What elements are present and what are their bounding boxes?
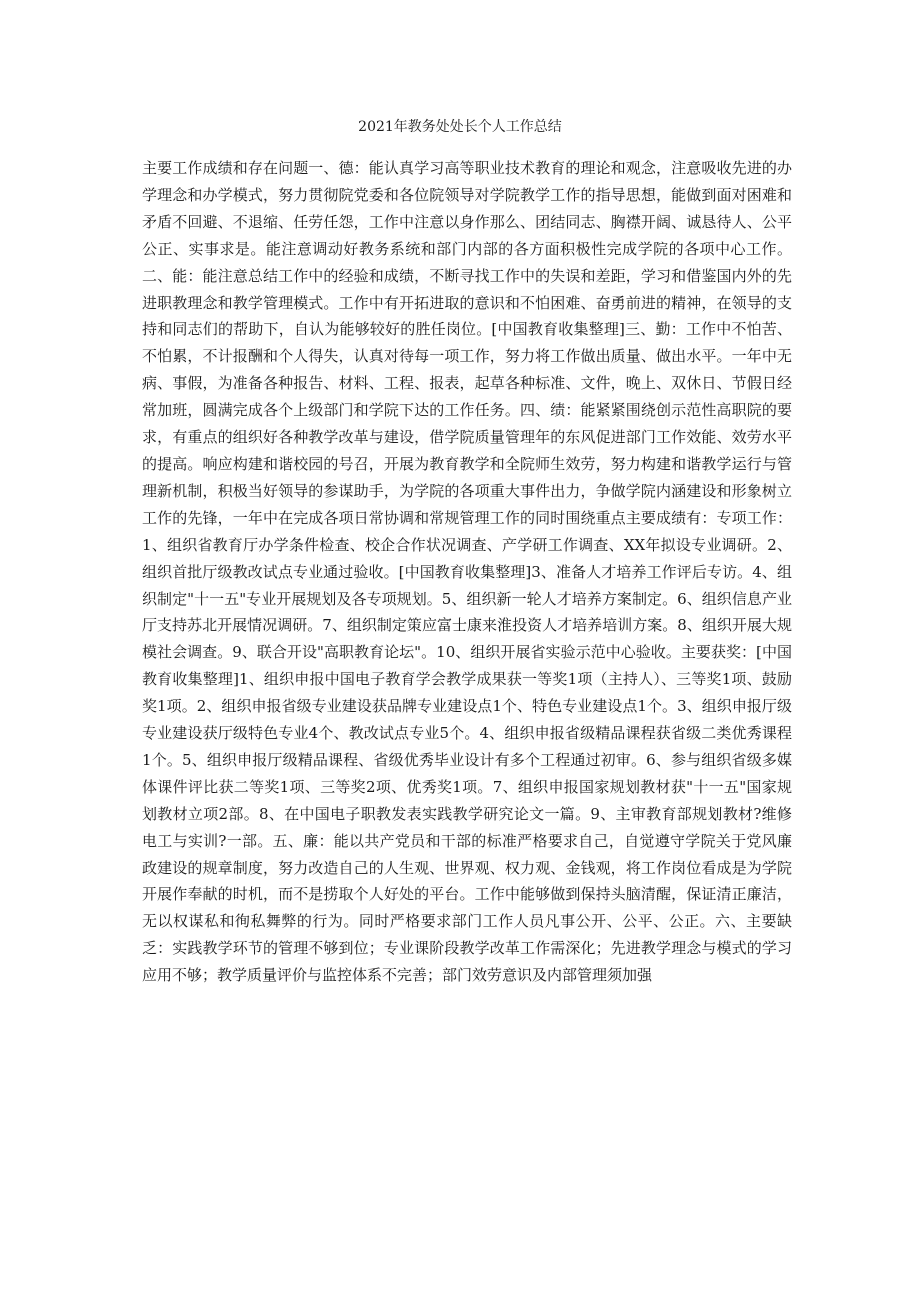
document-title: 2021年教务处处长个人工作总结 — [358, 119, 562, 135]
document-body: 主要工作成绩和存在问题一、德：能认真学习高等职业技术教育的理论和观念，注意吸收先进的办学理念和办学模式，努力贯彻院党委和各位院领导对学院教学工作的指导思想，能做到面对困难和矛盾不回避、不退缩、任劳任怨，工作中注意以身作那么、团结同志、胸襟开阔、诚恳待人、公平公正、实事求是。能注意调动好教务系统和部门内部的各方面积极性完成学院的各项中心工作。二、能：能注意总结工作中的经验和成绩，不断寻找工作中的失误和差距，学习和借鉴国内外的先进职教理念和教学管理模式。工作中有开拓进取的意识和不怕困难、奋勇前进的精神，在领导的支持和同志们的帮助下，自认为能够较好的胜任岗位。[中国教育收集整理]三、勤：工作中不怕苦、不怕累，不计报酬和个人得失，认真对待每一项工作，努力将工作做出质量、做出水平。一年中无病、事假，为准备各种报告、材料、工程、报表，起草各种标准、文件，晚上、双休日、节假日经常加班，圆满完成各个上级部门和学院下达的工作任务。四、绩：能紧紧围绕创示范性高职院的要求，有重点的组织好各种教学改革与建设，借学院质量管理年的东风促进部门工作效能、效劳水平的提高。响应构建和谐校园的号召，开展为教育教学和全院师生效劳，努力构建和谐教学运行与管理新机制，积极当好领导的参谋助手，为学院的各项重大事件出力，争做学院内涵建设和形象树立工作的先锋，一年中在完成各项日常协调和常规管理工作的同时围绕重点主要成绩有：专项工作：1、组织省教育厅办学条件检查、校企合作状况调查、产学研工作调查、XX年拟设专业调研。2、组织首批厅级教改试点专业通过验收。[中国教育收集整理]3、准备人才培养工作评后专访。4、组织制定"十一五"专业开展规划及各专项规划。5、组织新一轮人才培养方案制定。6、组织信息产业厅支持苏北开展情况调研。7、组织制定策应富士康来淮投资人才培养培训方案。8、组织开展大规模社会调查。9、联合开设"高职教育论坛"。10、组织开展省实验示范中心验收。主要获奖：[中国教育收集整理]1、组织申报中国电子教育学会教学成果获一等奖1项（主持人）、三等奖1项、鼓励奖1项。2、组织申报省级专业建设获品牌专业建设点1个、特色专业建设点1个。3、组织申报厅级专业建设获厅级特色专业4个、教改试点专业5个。4、组织申报省级精品课程获省级二类优秀课程1个。5、组织申报厅级精品课程、省级优秀毕业设计有多个工程通过初审。6、参与组织省级多媒体课件评比获二等奖1项、三等奖2项、优秀奖1项。7、组织申报国家规划教材获"十一五"国家规划教材立项2部。8、在中国电子职教发表实践教学研究论文一篇。9、主审教育部规划教材?维修电工与实训?一部。五、廉：能以共产党员和干部的标准严格要求自己，自觉遵守学院关于党风廉政建设的规章制度，努力改造自己的人生观、世界观、权力观、金钱观，将工作岗位看成是为学院开展作奉献的时机，而不是捞取个人好处的平台。工作中能够做到保持头脑清醒，保证清正廉洁，无以权谋私和徇私舞弊的行为。同时严格要求部门工作人员凡事公开、公平、公正。六、主要缺乏：实践教学环节的管理不够到位；专业课阶段教学改革工作需深化；先进教学理念与模式的学习应用不够；教学质量评价与监控体系不完善；部门效劳意识及内部管理须加强 — [142, 159, 792, 985]
